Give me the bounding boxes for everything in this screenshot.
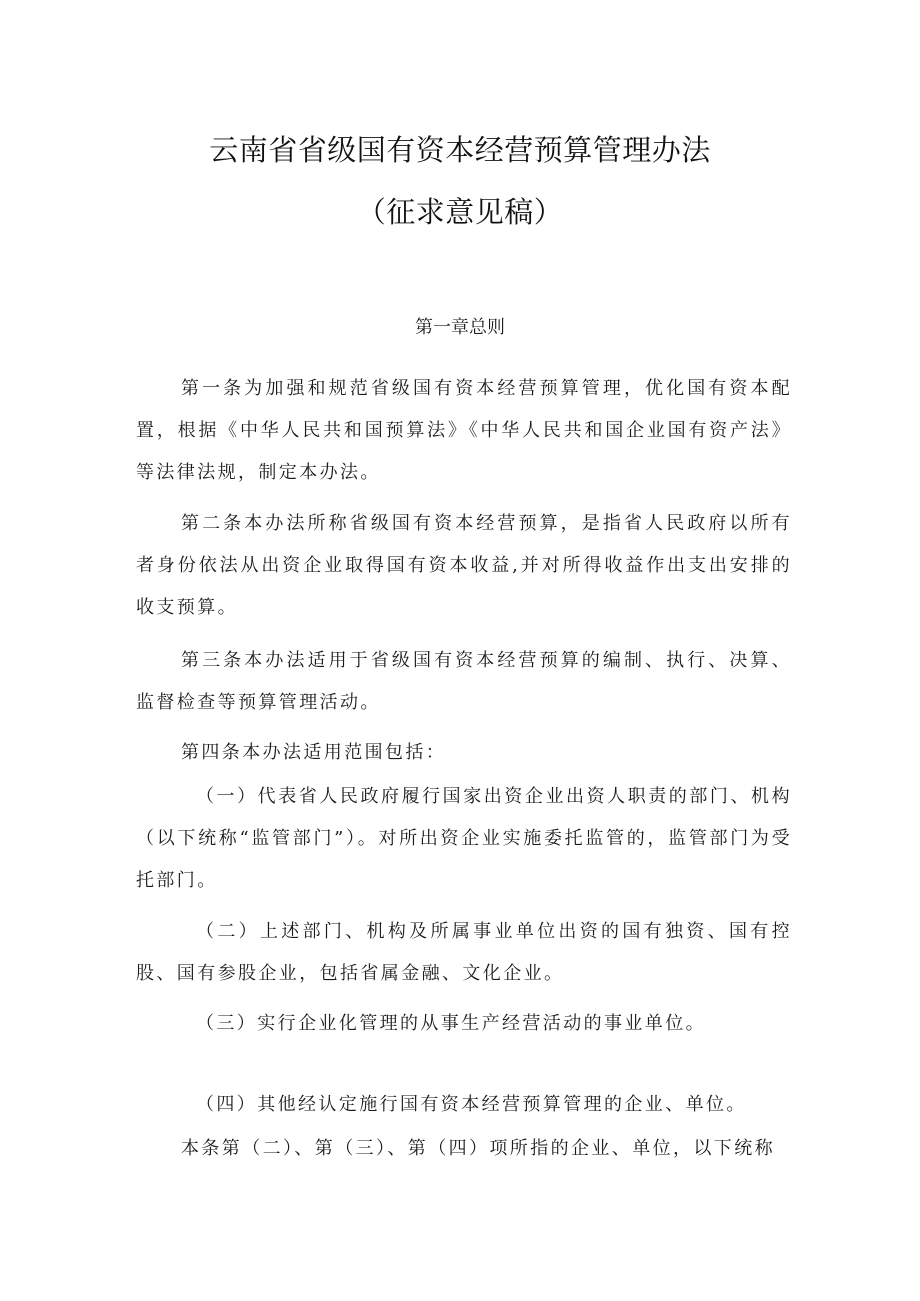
article-4-paragraph: 第四条本办法适用范围包括： (181, 742, 447, 763)
article-4-item-1: （一）代表省人民政府履行国家出资企业出资人职责的部门、机构（以下统称“监管部门”）。对所出资企业实施委托监管的，监管部门为受托部门。 (136, 786, 792, 891)
article-4-item-3: （三）实行企业化管理的从事生产经营活动的事业单位。 (196, 1013, 706, 1034)
document-subtitle: （征求意见稿） (356, 195, 564, 229)
chapter-heading: 第一章总则 (415, 317, 505, 338)
article-3-paragraph: 第三条本办法适用于省级国有资本经营预算的编制、执行、决算、监督检查等预算管理活动。 (136, 650, 792, 713)
document-title: 云南省省级国有资本经营预算管理办法 (209, 133, 711, 167)
article-2-paragraph: 第二条本办法所称省级国有资本经营预算，是指省人民政府以所有者身份依法从出资企业取得国有资本收益,并对所得收益作出支出安排的收支预算。 (136, 513, 792, 618)
article-4-item-4: （四）其他经认定施行国有资本经营预算管理的企业、单位。 (196, 1094, 747, 1115)
article-1-paragraph: 第一条为加强和规范省级国有资本经营预算管理，优化国有资本配置，根据《中华人民共和国预算法》《中华人民共和国企业国有资产法》等法律法规，制定本办法。 (136, 378, 792, 483)
article-4-item-2: （二）上述部门、机构及所属事业单位出资的国有独资、国有控股、国有参股企业，包括省属金融、文化企业。 (136, 921, 792, 984)
article-4-continuation: 本条第（二）、第（三）、第（四）项所指的企业、单位，以下统称 (181, 1138, 775, 1159)
